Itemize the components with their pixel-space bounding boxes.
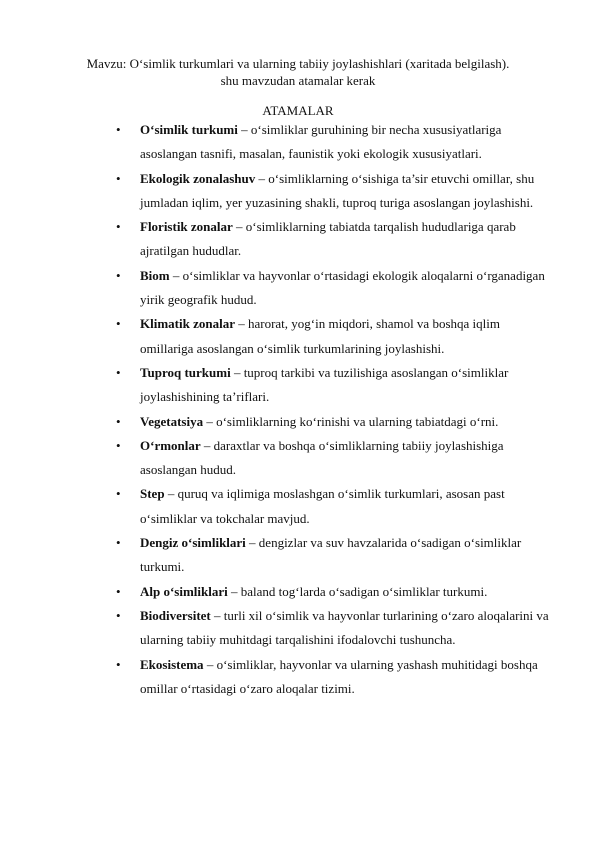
term-definition: – o‘simliklarning ko‘rinishi va ularning tabiatdagi o‘rni. bbox=[203, 413, 499, 429]
term-name: Biom bbox=[140, 267, 170, 283]
term-item bbox=[0, 312, 596, 361]
term-item bbox=[0, 434, 596, 483]
term-item bbox=[0, 361, 596, 410]
bullet-icon: • bbox=[116, 170, 121, 186]
term-item bbox=[0, 215, 596, 264]
term-name: Klimatik zonalar bbox=[140, 316, 235, 332]
bullet-icon: • bbox=[116, 583, 121, 599]
term-item bbox=[0, 410, 596, 434]
term-name: Vegetatsiya bbox=[140, 413, 204, 429]
term-definition: – daraxtlar va boshqa o‘simliklarning tabiiy joylashishiga asoslangan hudud. bbox=[140, 437, 504, 478]
bullet-icon: • bbox=[116, 267, 121, 283]
term-definition: – o‘simliklar guruhining bir necha xususiyatlariga asoslangan tasnifi, masalan, faunistik yoki ekologik xususiyatlari. bbox=[140, 122, 502, 162]
term-item bbox=[0, 531, 596, 580]
terms-list bbox=[0, 118, 596, 701]
term-name: Biodiversitet bbox=[140, 607, 211, 623]
term-item bbox=[0, 482, 596, 531]
bullet-icon: • bbox=[116, 437, 121, 453]
bullet-icon: • bbox=[116, 413, 121, 429]
term-name: O‘simlik turkumi bbox=[140, 122, 238, 137]
term-item bbox=[0, 604, 596, 653]
term-name: Ekosistema bbox=[140, 656, 204, 672]
term-name: O‘rmonlar bbox=[140, 437, 201, 453]
section-heading: ATAMALAR bbox=[262, 103, 334, 118]
title-line-1: Mavzu: O‘simlik turkumlari va ularning tabiiy joylashishlari (xaritada belgilash). bbox=[86, 56, 510, 71]
term-name: Tuproq turkumi bbox=[140, 364, 231, 380]
bullet-icon: • bbox=[116, 535, 121, 551]
document-title bbox=[60, 55, 536, 89]
term-definition: – o‘simliklarning o‘sishiga ta’sir etuvchi omillar, shu jumladan iqlim, yer yuzasining shakli, tuproq turiga asoslangan joylashishi. bbox=[140, 170, 535, 210]
bullet-icon: • bbox=[116, 486, 121, 502]
term-definition: – tuproq tarkibi va tuzilishiga asoslangan o‘simliklar joylashishining ta’riflari. bbox=[140, 364, 509, 405]
term-definition: – o‘simliklarning tabiatda tarqalish hududlariga qarab ajratilgan hududlar. bbox=[140, 219, 516, 259]
term-definition: – o‘simliklar va hayvonlar o‘rtasidagi ekologik aloqalarni o‘rganadigan yirik geografik hudud. bbox=[140, 267, 545, 308]
term-name: Alp o‘simliklari bbox=[140, 583, 228, 599]
term-item bbox=[0, 653, 596, 702]
term-name: Step bbox=[140, 486, 165, 502]
bullet-icon: • bbox=[116, 656, 121, 672]
term-definition: – baland tog‘larda o‘sadigan o‘simliklar turkumi. bbox=[227, 583, 488, 599]
term-definition: – harorat, yog‘in miqdori, shamol va boshqa iqlim omillariga asoslangan o‘simlik turkumlarining joylashishi. bbox=[140, 316, 500, 356]
bullet-icon: • bbox=[116, 607, 121, 623]
term-item bbox=[0, 264, 596, 313]
term-definition: – quruq va iqlimiga moslashgan o‘simlik turkumlari, asosan past o‘simliklar va tokchalar mavjud. bbox=[140, 486, 505, 526]
bullet-icon: • bbox=[116, 122, 121, 137]
title-line-2: shu mavzudan atamalar kerak bbox=[220, 73, 376, 88]
term-item bbox=[0, 580, 596, 604]
term-definition: – dengizlar va suv havzalarida o‘sadigan o‘simliklar turkumi. bbox=[140, 535, 522, 575]
term-item bbox=[0, 118, 596, 167]
term-name: Dengiz o‘simliklari bbox=[140, 535, 246, 551]
term-definition: – turli xil o‘simlik va hayvonlar turlarining o‘zaro aloqalarini va ularning tabiiy muhitdagi tarqalishini ifodalovchi tushuncha. bbox=[140, 607, 549, 648]
bullet-icon: • bbox=[116, 219, 121, 235]
term-item bbox=[0, 167, 596, 216]
bullet-icon: • bbox=[116, 316, 121, 332]
bullet-icon: • bbox=[116, 364, 121, 380]
term-name: Ekologik zonalashuv bbox=[140, 170, 256, 186]
term-definition: – o‘simliklar, hayvonlar va ularning yashash muhitidagi boshqa omillar o‘rtasidagi o‘zaro aloqalar tizimi. bbox=[140, 656, 538, 696]
term-name: Floristik zonalar bbox=[140, 219, 233, 235]
